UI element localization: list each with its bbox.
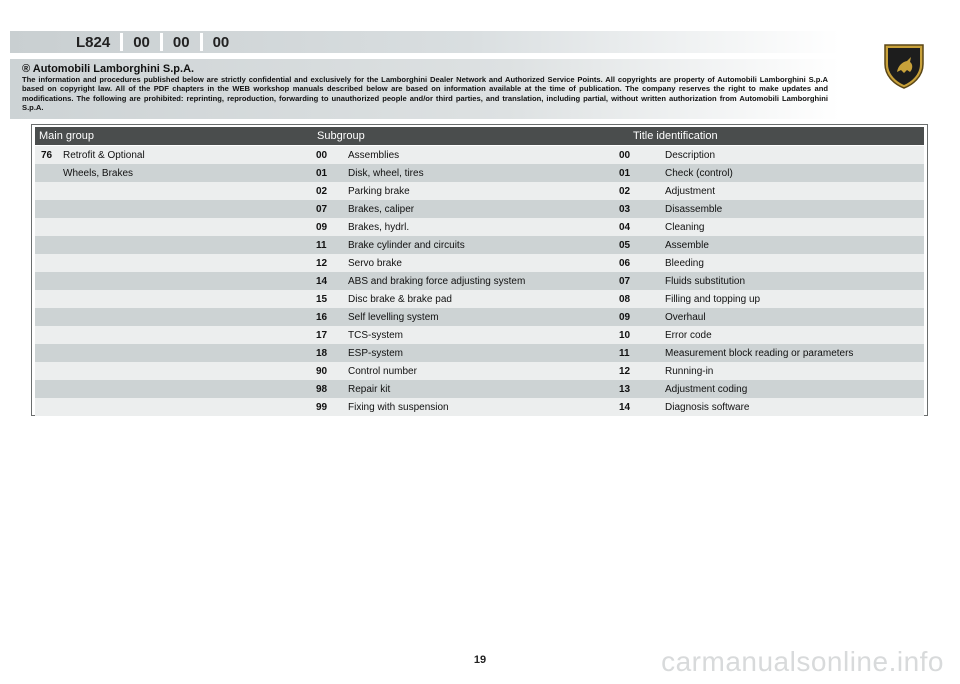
title-number: 03 — [619, 204, 631, 215]
title-label: Assemble — [665, 240, 709, 251]
title-number: 08 — [619, 294, 631, 305]
table-row — [35, 146, 924, 164]
document-code — [70, 31, 235, 53]
subgroup-number: 18 — [316, 348, 328, 359]
notice-body: The information and procedures published below are strictly confidential and exclusively for the Lamborghini Dealer Network and Authorized Service Points. All copyrights are property of Automobili Lamborghini S.p.A based on copyright law. All of the PDF chapters in the WEB workshop manuals described below are based on information available at the time of publication. The company reserves the right to make updates and modifications. The following are prohibited: reprinting, reproduction, forwarding to unauthorized people and/or third parties, and translation, including partial, without written authorization from Automobili Lamborghini S.p.A. — [22, 75, 828, 113]
table-row — [35, 182, 924, 200]
title-label: Diagnosis software — [665, 402, 750, 413]
subgroup-label: Servo brake — [348, 258, 402, 269]
title-label: Fluids substitution — [665, 276, 746, 287]
subgroup-label: Control number — [348, 366, 417, 377]
code-separator — [120, 33, 123, 51]
title-code: 00 — [212, 33, 230, 51]
title-number: 14 — [619, 402, 631, 413]
subgroup-label: TCS-system — [348, 330, 403, 341]
subgroup-number: 09 — [316, 222, 328, 233]
subgroup-label: Self levelling system — [348, 312, 439, 323]
group-code: 00 — [133, 33, 150, 51]
table-row — [35, 236, 924, 254]
subgroup-number: 15 — [316, 294, 328, 305]
table-header — [35, 127, 924, 145]
subgroup-number: 07 — [316, 204, 328, 215]
subgroup-label: Parking brake — [348, 186, 410, 197]
title-number: 11 — [619, 348, 630, 359]
table-row — [35, 344, 924, 362]
title-number: 07 — [619, 276, 631, 287]
header-title-identification: Title identification — [633, 130, 718, 142]
table-row — [35, 380, 924, 398]
code-separator — [200, 33, 203, 51]
subgroup-number: 02 — [316, 186, 328, 197]
main-group-number: 76 — [41, 150, 53, 161]
title-label: Running-in — [665, 366, 714, 377]
title-label: Check (control) — [665, 168, 733, 179]
header-main-group: Main group — [39, 130, 95, 142]
title-label: Cleaning — [665, 222, 705, 233]
title-label: Error code — [665, 330, 712, 341]
subgroup-number: 16 — [316, 312, 328, 323]
title-label: Description — [665, 150, 716, 161]
title-number: 06 — [619, 258, 631, 269]
subgroup-label: Assemblies — [348, 150, 400, 161]
table-row — [35, 362, 924, 380]
subgroup-number: 14 — [316, 276, 328, 287]
subgroup-number: 90 — [316, 366, 328, 377]
title-label: Measurement block reading or parameters — [665, 348, 854, 359]
table-row — [35, 308, 924, 326]
subgroup-label: Brakes, hydrl. — [348, 222, 410, 233]
subgroup-label: Fixing with suspension — [348, 402, 449, 413]
lamborghini-logo — [882, 42, 926, 90]
model-code: L824 — [76, 33, 111, 51]
title-number: 13 — [619, 384, 631, 395]
subgroup-label: Disk, wheel, tires — [348, 168, 424, 179]
title-label: Disassemble — [665, 204, 723, 215]
subgroup-label: ABS and braking force adjusting system — [348, 276, 526, 287]
subgroup-label: Disc brake & brake pad — [348, 294, 452, 305]
main-group-label: Retrofit & Optional — [63, 150, 145, 161]
title-label: Adjustment coding — [665, 384, 748, 395]
subgroup-label: Brakes, caliper — [348, 204, 415, 215]
main-group-label: Wheels, Brakes — [63, 168, 134, 179]
table-row — [35, 290, 924, 308]
subgroup-label: ESP-system — [348, 348, 404, 359]
title-number: 12 — [619, 366, 631, 377]
subgroup-number: 17 — [316, 330, 328, 341]
title-number: 09 — [619, 312, 631, 323]
watermark: carmanualsonline.info — [661, 646, 944, 677]
table-body — [35, 146, 924, 416]
title-number: 01 — [619, 168, 631, 179]
header-subgroup: Subgroup — [317, 130, 365, 142]
title-label: Bleeding — [665, 258, 704, 269]
title-number: 00 — [619, 150, 631, 161]
page-number: 19 — [473, 654, 487, 666]
code-separator — [160, 33, 163, 51]
subgroup-number: 12 — [316, 258, 328, 269]
table-row — [35, 272, 924, 290]
subgroup-number: 98 — [316, 384, 328, 395]
subgroup-number: 11 — [316, 240, 327, 251]
table-row — [35, 200, 924, 218]
subgroup-label: Brake cylinder and circuits — [348, 240, 465, 251]
table-row — [35, 326, 924, 344]
title-label: Overhaul — [665, 312, 706, 323]
title-number: 04 — [619, 222, 631, 233]
subgroup-code: 00 — [172, 33, 190, 51]
title-number: 02 — [619, 186, 631, 197]
title-label: Adjustment — [665, 186, 716, 197]
table-row — [35, 164, 924, 182]
subgroup-label: Repair kit — [348, 384, 391, 395]
table-row — [35, 398, 924, 416]
subgroup-number: 00 — [316, 150, 328, 161]
subgroup-number: 01 — [316, 168, 328, 179]
notice-title: ® Automobili Lamborghini S.p.A. — [22, 63, 195, 75]
subgroup-number: 99 — [316, 402, 328, 413]
title-label: Filling and topping up — [665, 294, 761, 305]
table-row — [35, 254, 924, 272]
title-number: 10 — [619, 330, 631, 341]
table-row — [35, 218, 924, 236]
title-number: 05 — [619, 240, 631, 251]
